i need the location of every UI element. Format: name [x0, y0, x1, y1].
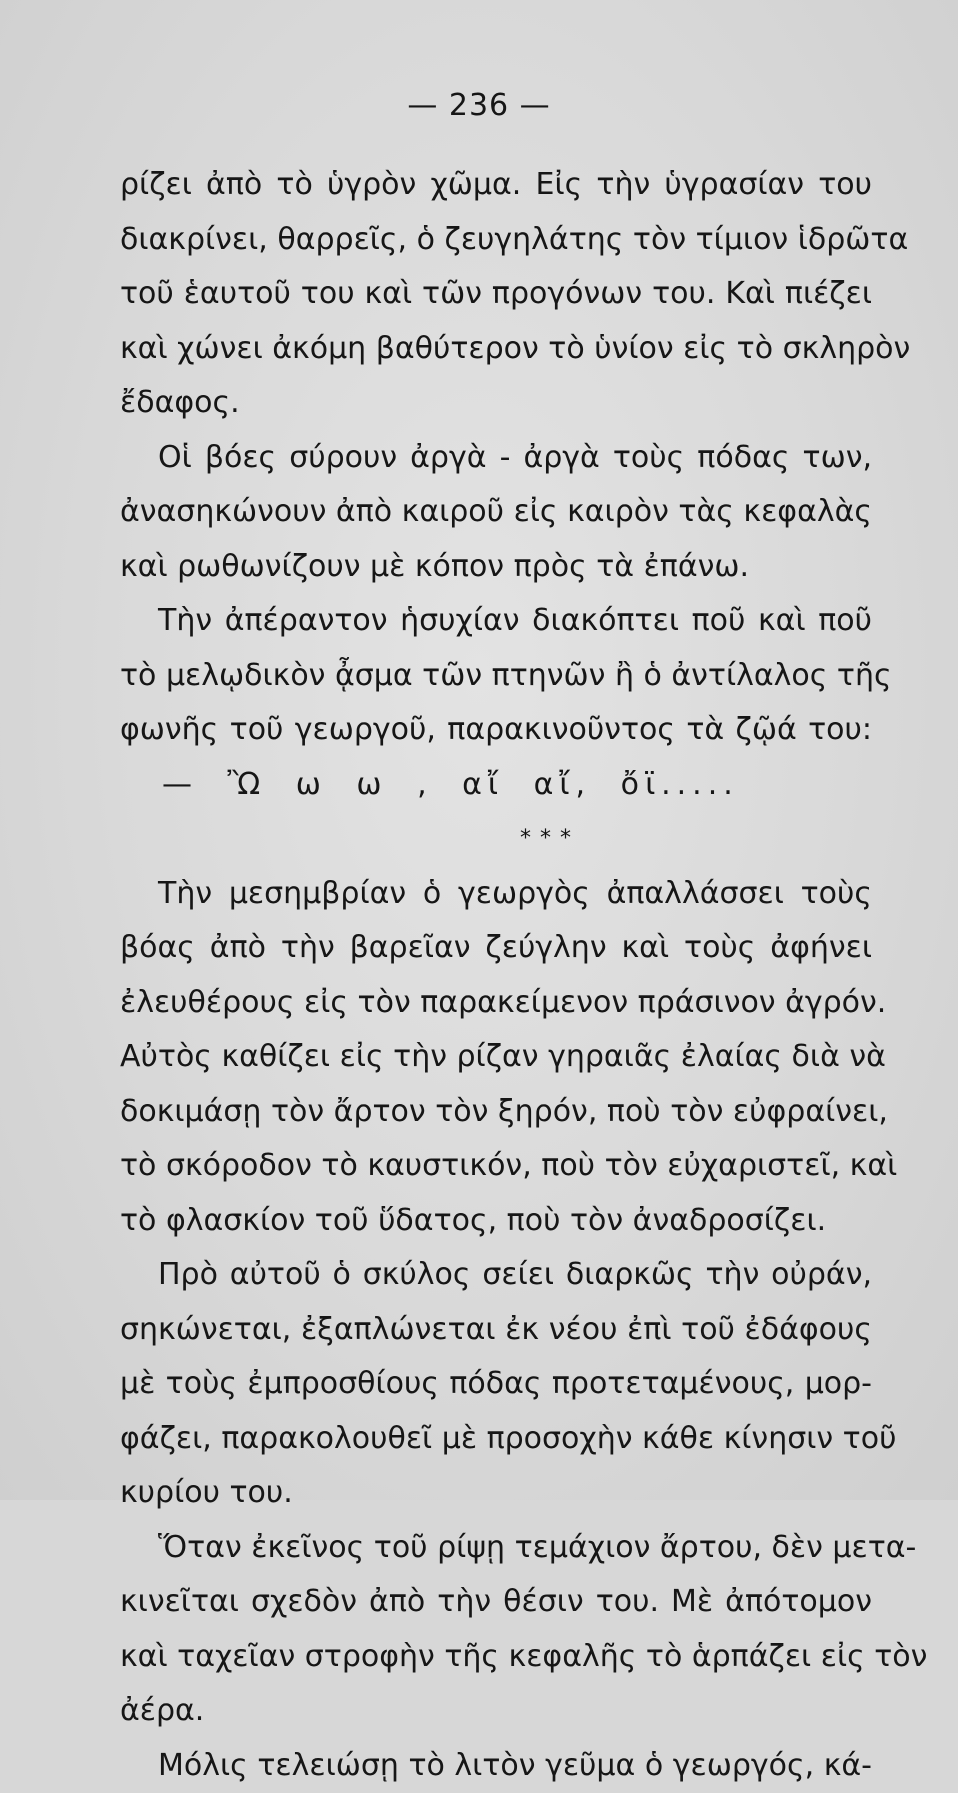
text-line: ἀέρα. [120, 1684, 872, 1739]
text-line: τὸ μελῳδικὸν ᾆσμα τῶν πτηνῶν ἢ ὁ ἀντίλαλος τῆς [120, 649, 872, 704]
text-line: ρίζει ἀπὸ τὸ ὑγρὸν χῶμα. Εἰς τὴν ὑγρασίαν του [120, 158, 872, 213]
text-line: τὸ φλασκίον τοῦ ὕδατος, ποὺ τὸν ἀναδροσίζει. [120, 1194, 872, 1249]
text-line: δοκιμάσῃ τὸν ἄρτον τὸν ξηρόν, ποὺ τὸν εὐφραίνει, [120, 1085, 872, 1140]
text-line: ἐλευθέρους εἰς τὸν παρακείμενον πράσινον ἀγρόν. [120, 976, 872, 1031]
body-text [120, 158, 872, 1793]
text-line: ἔδαφος. [120, 376, 872, 431]
text-line: βόας ἀπὸ τὴν βαρεῖαν ζεύγλην καὶ τοὺς ἀφήνει [120, 921, 872, 976]
section-break-asterism: * * * [120, 812, 872, 867]
text-line: ἀνασηκώνουν ἀπὸ καιροῦ εἰς καιρὸν τὰς κεφαλὰς [120, 485, 872, 540]
text-line: τοῦ ἑαυτοῦ του καὶ τῶν προγόνων του. Καὶ πιέζει [120, 267, 872, 322]
text-line: Πρὸ αὐτοῦ ὁ σκύλος σείει διαρκῶς τὴν οὐράν, [120, 1248, 872, 1303]
text-line: καὶ ταχεῖαν στροφὴν τῆς κεφαλῆς τὸ ἁρπάζει εἰς τὸν [120, 1630, 872, 1685]
text-line: διακρίνει, θαρρεῖς, ὁ ζευγηλάτης τὸν τίμιον ἱδρῶτα [120, 213, 872, 268]
text-line: καὶ ρωθωνίζουν μὲ κόπον πρὸς τὰ ἐπάνω. [120, 540, 872, 595]
text-line: τὸ σκόροδον τὸ καυστικόν, ποὺ τὸν εὐχαριστεῖ, καὶ [120, 1139, 872, 1194]
text-line: Αὐτὸς καθίζει εἰς τὴν ρίζαν γηραιᾶς ἐλαίας διὰ νὰ [120, 1030, 872, 1085]
text-line: σηκώνεται, ἐξαπλώνεται ἐκ νέου ἐπὶ τοῦ ἐδάφους [120, 1303, 872, 1358]
text-line: Μόλις τελειώσῃ τὸ λιτὸν γεῦμα ὁ γεωργός, κά- [120, 1739, 872, 1793]
text-line: καὶ χώνει ἀκόμη βαθύτερον τὸ ὑνίον εἰς τὸ σκληρὸν [120, 322, 872, 377]
text-line: μὲ τοὺς ἐμπροσθίους πόδας προτεταμένους, μορ- [120, 1357, 872, 1412]
text-line: φάζει, παρακολουθεῖ μὲ προσοχὴν κάθε κίνησιν τοῦ [120, 1412, 872, 1467]
text-line: κινεῖται σχεδὸν ἀπὸ τὴν θέσιν του. Μὲ ἀπότομον [120, 1575, 872, 1630]
text-line: Τὴν ἀπέραντον ἡσυχίαν διακόπτει ποῦ καὶ ποῦ [120, 594, 872, 649]
text-line: Οἱ βόες σύρουν ἀργὰ - ἀργὰ τοὺς πόδας των, [120, 431, 872, 486]
text-line: φωνῆς τοῦ γεωργοῦ, παρακινοῦντος τὰ ζῷά του: [120, 703, 872, 758]
text-line: Τὴν μεσημβρίαν ὁ γεωργὸς ἀπαλλάσσει τοὺς [120, 867, 872, 922]
text-line: — Ὢ ω ω , αἴ αἴ, ὄϊ..... [120, 758, 872, 813]
text-line: Ὅταν ἐκεῖνος τοῦ ρίψῃ τεμάχιον ἄρτου, δὲν μετα- [120, 1521, 872, 1576]
text-line: κυρίου του. [120, 1466, 872, 1521]
page-number: — 236 — [0, 88, 958, 123]
